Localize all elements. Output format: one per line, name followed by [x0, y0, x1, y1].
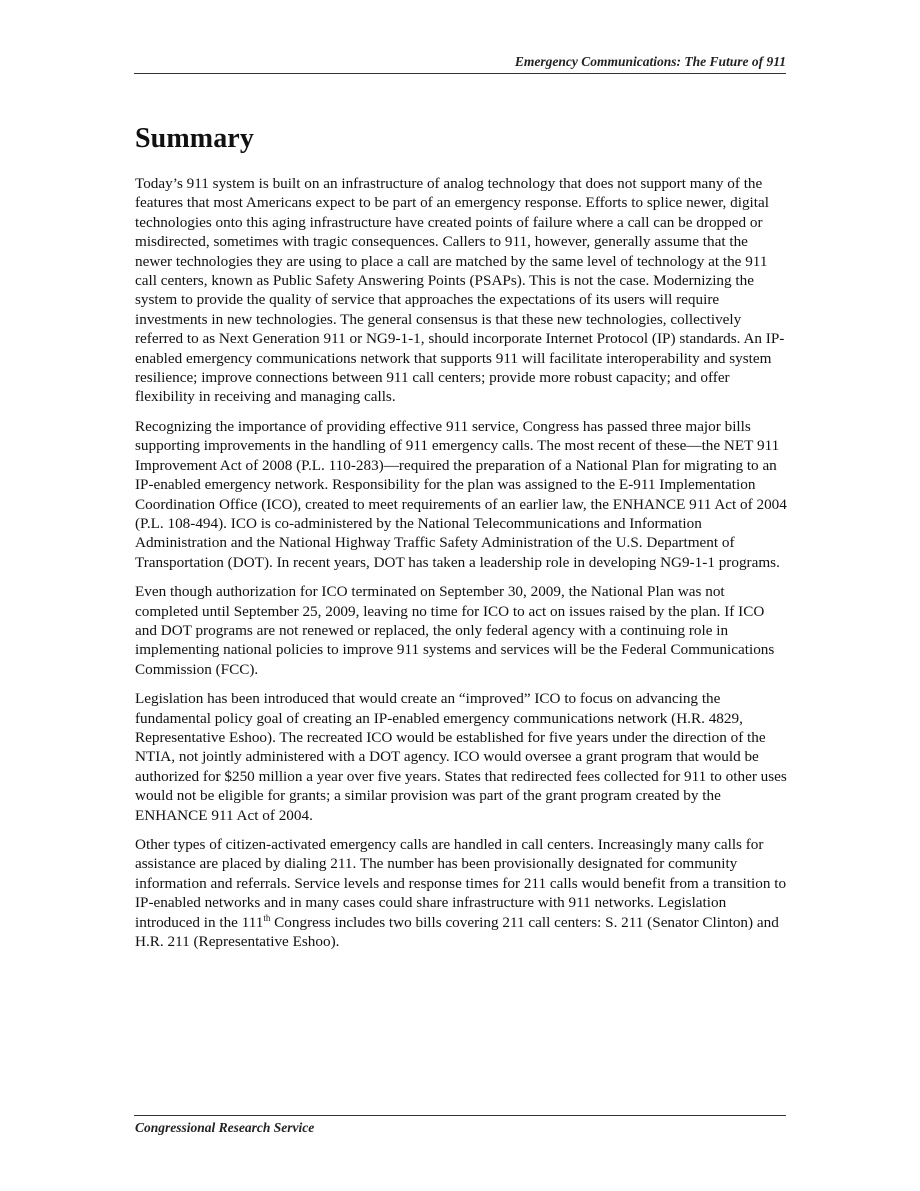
paragraph-5-text: Other types of citizen-activated emergency calls are handled in call centers. Increasingly many calls for assistance are placed by dialing 211. The number has been provisionally designated for community information and referrals. Service levels and response times for 211 calls would benefit from a transition to IP-enabled networks and in many cases could share infrastructure with 911 networks. Legislation introduced in the 111	[135, 836, 787, 931]
running-footer: Congressional Research Service	[135, 1120, 315, 1135]
header-divider	[134, 73, 786, 74]
paragraph-5	[135, 835, 787, 951]
ordinal-superscript: th	[263, 912, 271, 923]
paragraph-2: Recognizing the importance of providing effective 911 service, Congress has passed three major bills supporting improvements in the handling of 911 emergency calls. The most recent of these—the NET 911 Improvement Act of 2008 (P.L. 110-283)—required the preparation of a National Plan for migrating to an IP-enabled emergency network. Responsibility for the plan was assigned to the E-911 Implementation Coordination Office (ICO), created to meet requirements of an earlier law, the ENHANCE 911 Act of 2004 (P.L. 108-494). ICO is co-administered by the National Telecommunications and Information Administration and the National Highway Traffic Safety Administration of the U.S. Department of Transportation (DOT). In recent years, DOT has taken a leadership role in developing NG9-1-1 programs.	[135, 417, 787, 571]
section-title: Summary	[135, 123, 254, 154]
paragraph-5-text-cont: Congress includes two bills covering 211 call centers: S. 211 (Senator Clinton) and H.R. 211 (Representative Eshoo).	[135, 913, 779, 951]
running-header: Emergency Communications: The Future of 911	[514, 54, 786, 69]
summary-body	[135, 174, 787, 961]
paragraph-3: Even though authorization for ICO terminated on September 30, 2009, the National Plan was not completed until September 25, 2009, leaving no time for ICO to act on issues raised by the plan. If ICO and DOT programs are not renewed or replaced, the only federal agency with a continuing role in implementing national policies to improve 911 systems and services will be the Federal Communications Commission (FCC).	[135, 583, 775, 678]
footer-divider	[134, 1115, 786, 1116]
paragraph-1: Today’s 911 system is built on an infrastructure of analog technology that does not support many of the features that most Americans expect to be part of an emergency response. Efforts to splice newer, digital technologies onto this aging infrastructure have created points of failure where a call can be dropped or misdirected, sometimes with tragic consequences. Callers to 911, however, generally assume that the newer technologies they are using to place a call are matched by the same level of technology at the 911 call centers, known as Public Safety Answering Points (PSAPs). This is not the case. Modernizing the system to provide the quality of service that approaches the expectations of its users will require investments in new technologies. The general consensus is that these new technologies, collectively referred to as Next Generation 911 or NG9-1-1, should incorporate Internet Protocol (IP) standards. An IP-enabled emergency communications network that supports 911 will facilitate interoperability and system resilience; improve connections between 911 call centers; provide more robust capacity; and offer flexibility in receiving and managing calls.	[135, 175, 785, 406]
paragraph-4: Legislation has been introduced that would create an “improved” ICO to focus on advancing the fundamental policy goal of creating an IP-enabled emergency communications network (H.R. 4829, Representative Eshoo). The recreated ICO would be established for five years under the direction of the NTIA, not jointly administered with a DOT agency. ICO would oversee a grant program that would be authorized for $250 million a year over five years. States that redirected fees collected for 911 to other uses would not be eligible for grants; a similar provision was part of the grant program created by the ENHANCE 911 Act of 2004.	[135, 690, 787, 824]
